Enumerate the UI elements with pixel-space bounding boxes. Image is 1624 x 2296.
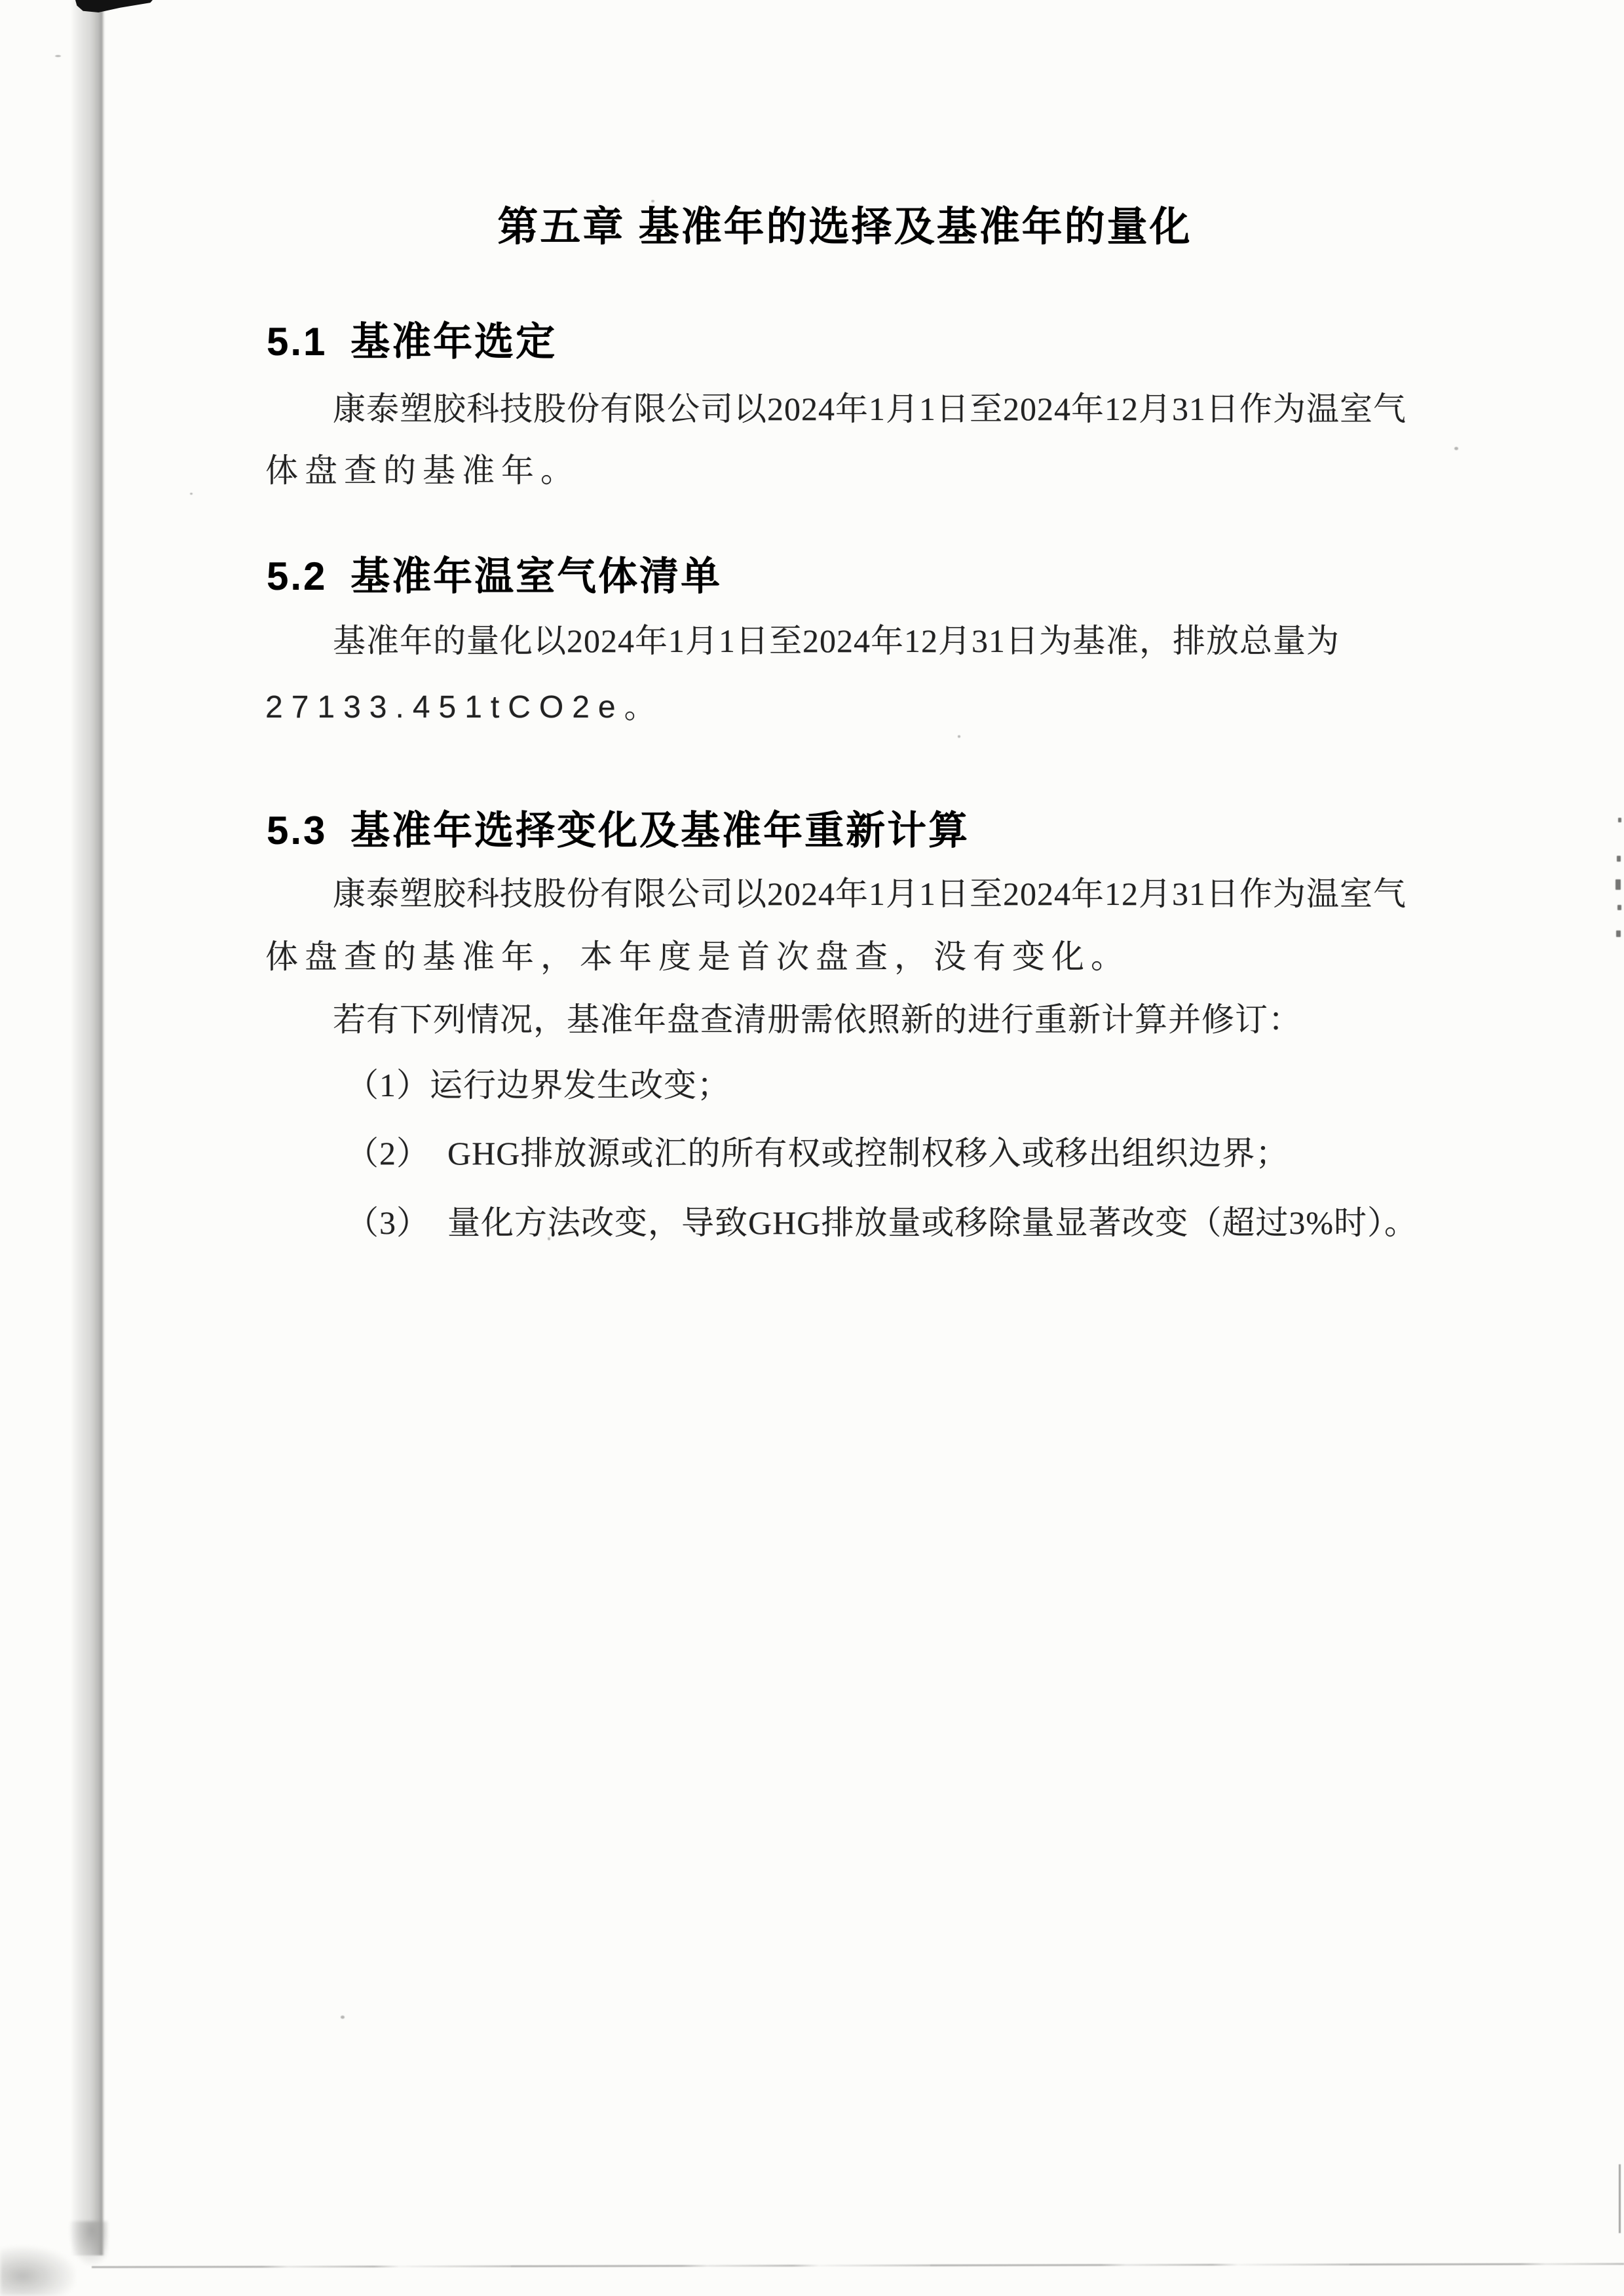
section-5-3-paragraph-line-2: 体盘查的基准年，本年度是首次盘查，没有变化。 (265, 938, 1130, 975)
scan-bottom-edge-line (92, 2263, 1624, 2268)
chapter-title: 第五章 基准年的选择及基准年的量化 (497, 204, 1192, 250)
section-5-2-heading: 5.2 基准年温室气体清单 (267, 554, 723, 598)
scan-speck (341, 2016, 345, 2019)
section-5-1-paragraph-line-1: 康泰塑胶科技股份有限公司以2024年1月1日至2024年12月31日作为温室气 (333, 391, 1407, 427)
scan-speck (1454, 447, 1458, 450)
scan-right-edge-line (1619, 2164, 1621, 2233)
scan-bottom-smudge (0, 2246, 75, 2296)
scan-corner-mark (75, 0, 153, 12)
scan-edge-mark (1617, 856, 1621, 862)
scan-speck (958, 735, 960, 738)
scan-speck (55, 55, 61, 57)
section-5-1-paragraph-line-2: 体盘查的基准年。 (265, 452, 580, 489)
scan-edge-mark (1617, 905, 1621, 910)
section-5-3-heading: 5.3 基准年选择变化及基准年重新计算 (267, 809, 970, 852)
list-item-3: （3） 量化方法改变，导致GHG排放量或移除量显著改变（超过3%时）。 (346, 1204, 1418, 1241)
scan-edge-mark (1616, 930, 1621, 937)
list-item-1: （1）运行边界发生改变； (346, 1067, 730, 1103)
scan-edge-mark (1618, 818, 1621, 822)
scan-edge-mark (1615, 879, 1621, 890)
section-5-3-paragraph-line-1: 康泰塑胶科技股份有限公司以2024年1月1日至2024年12月31日作为温室气 (333, 875, 1407, 912)
list-item-2: （2） GHG排放源或汇的所有权或控制权移入或移出组织边界； (346, 1135, 1289, 1172)
scan-shadow-band (71, 0, 105, 2255)
scan-speck (190, 493, 193, 495)
section-5-2-paragraph-line-1: 基准年的量化以2024年1月1日至2024年12月31日为基准，排放总量为 (333, 622, 1340, 659)
section-5-1-heading: 5.1 基准年选定 (267, 320, 557, 364)
emission-total-value: 27133.451tCO2e。 (265, 690, 664, 725)
section-5-3-paragraph-line-3: 若有下列情况，基准年盘查清册需依照新的进行重新计算并修订： (333, 1001, 1302, 1038)
